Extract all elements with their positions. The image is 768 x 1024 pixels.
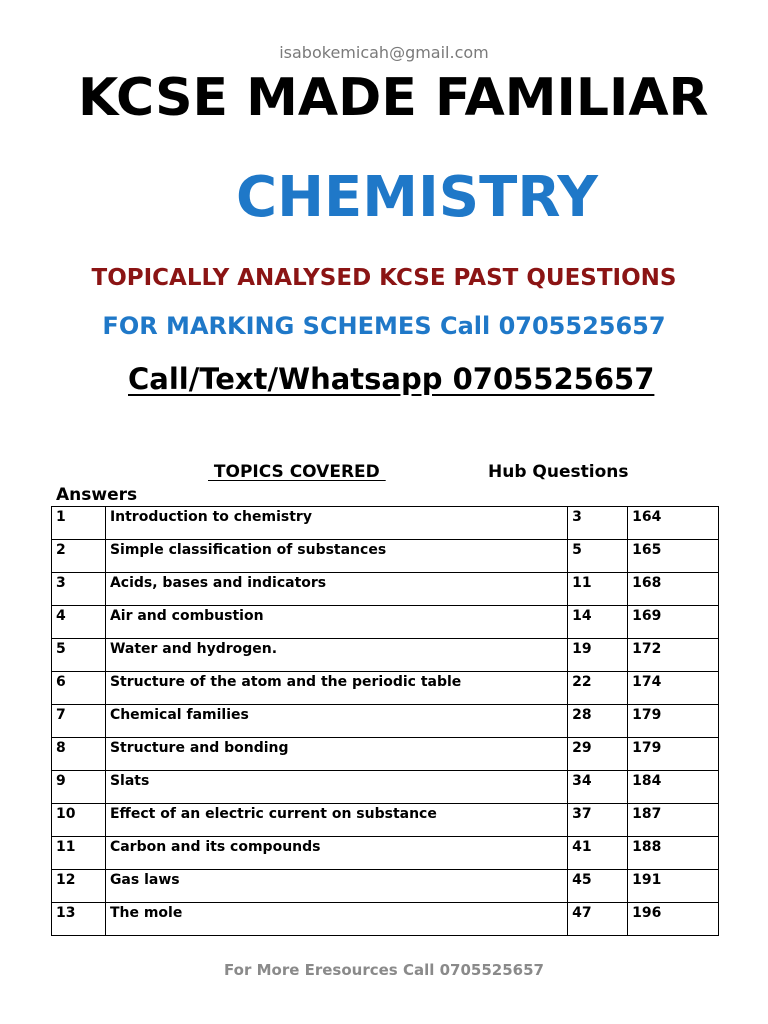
topic-number: 3 <box>52 573 106 606</box>
table-row <box>52 507 719 540</box>
hub-page: 37 <box>568 804 628 837</box>
answers-page: 184 <box>628 771 719 804</box>
answers-page: 172 <box>628 639 719 672</box>
topic-number: 8 <box>52 738 106 771</box>
author-email: isabokemicah@gmail.com <box>279 43 489 62</box>
table-row <box>52 705 719 738</box>
topic-number: 10 <box>52 804 106 837</box>
topic-name: Introduction to chemistry <box>105 507 567 540</box>
answers-page: 174 <box>628 672 719 705</box>
topics-table-body <box>52 507 719 936</box>
table-row <box>52 771 719 804</box>
topic-number: 6 <box>52 672 106 705</box>
hub-page: 34 <box>568 771 628 804</box>
topic-name: The mole <box>105 903 567 936</box>
hub-page: 28 <box>568 705 628 738</box>
footer-notice: For More Eresources Call 0705525657 <box>224 961 544 979</box>
subject-title: CHEMISTRY <box>236 165 598 230</box>
topic-name: Slats <box>105 771 567 804</box>
table-row <box>52 540 719 573</box>
hub-page: 19 <box>568 639 628 672</box>
topic-name: Effect of an electric current on substance <box>105 804 567 837</box>
table-row <box>52 573 719 606</box>
topics-table <box>51 506 719 936</box>
table-row <box>52 738 719 771</box>
topic-number: 11 <box>52 837 106 870</box>
table-row <box>52 870 719 903</box>
answers-page: 179 <box>628 705 719 738</box>
topic-name: Carbon and its compounds <box>105 837 567 870</box>
hub-questions-heading: Hub Questions <box>488 462 629 482</box>
topic-number: 1 <box>52 507 106 540</box>
table-row <box>52 903 719 936</box>
table-row <box>52 804 719 837</box>
hub-page: 47 <box>568 903 628 936</box>
hub-page: 11 <box>568 573 628 606</box>
topic-number: 13 <box>52 903 106 936</box>
tagline: TOPICALLY ANALYSED KCSE PAST QUESTIONS <box>91 265 677 291</box>
answers-page: 168 <box>628 573 719 606</box>
hub-page: 45 <box>568 870 628 903</box>
hub-page: 3 <box>568 507 628 540</box>
topic-number: 7 <box>52 705 106 738</box>
topic-name: Structure and bonding <box>105 738 567 771</box>
topic-name: Simple classification of substances <box>105 540 567 573</box>
answers-page: 165 <box>628 540 719 573</box>
topic-name: Gas laws <box>105 870 567 903</box>
answers-heading: Answers <box>56 485 138 505</box>
hub-page: 41 <box>568 837 628 870</box>
topic-number: 9 <box>52 771 106 804</box>
topic-name: Chemical families <box>105 705 567 738</box>
topic-number: 12 <box>52 870 106 903</box>
answers-page: 187 <box>628 804 719 837</box>
answers-page: 191 <box>628 870 719 903</box>
topic-name: Structure of the atom and the periodic table <box>105 672 567 705</box>
topic-name: Air and combustion <box>105 606 567 639</box>
answers-page: 188 <box>628 837 719 870</box>
topic-number: 4 <box>52 606 106 639</box>
hub-page: 14 <box>568 606 628 639</box>
marking-schemes-notice: FOR MARKING SCHEMES Call 0705525657 <box>102 312 666 340</box>
table-row <box>52 837 719 870</box>
hub-page: 22 <box>568 672 628 705</box>
hub-page: 29 <box>568 738 628 771</box>
answers-page: 164 <box>628 507 719 540</box>
topics-covered-heading: TOPICS COVERED <box>208 462 386 482</box>
hub-page: 5 <box>568 540 628 573</box>
answers-page: 179 <box>628 738 719 771</box>
topic-number: 2 <box>52 540 106 573</box>
table-row <box>52 672 719 705</box>
table-row <box>52 606 719 639</box>
contact-line: Call/Text/Whatsapp 0705525657 <box>128 362 655 396</box>
topic-name: Acids, bases and indicators <box>105 573 567 606</box>
page-title: KCSE MADE FAMILIAR <box>78 68 709 128</box>
answers-page: 196 <box>628 903 719 936</box>
topic-name: Water and hydrogen. <box>105 639 567 672</box>
topic-number: 5 <box>52 639 106 672</box>
table-row <box>52 639 719 672</box>
answers-page: 169 <box>628 606 719 639</box>
